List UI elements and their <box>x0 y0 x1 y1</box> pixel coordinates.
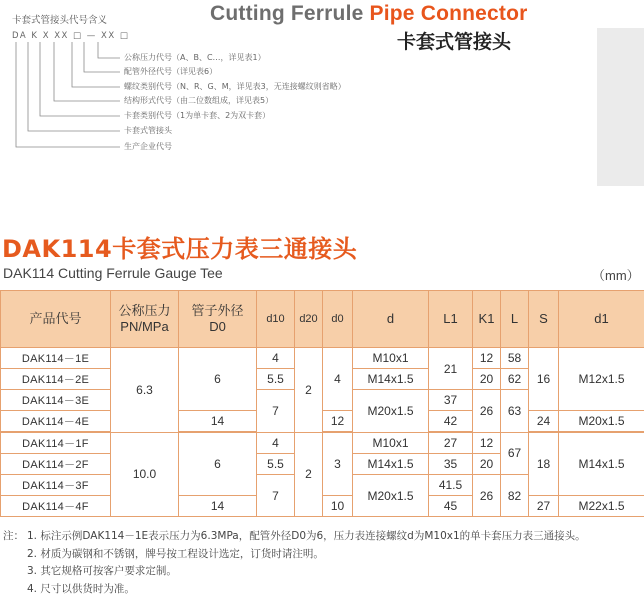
cell-pipe-od: 6 <box>179 432 257 496</box>
header-S: S <box>529 291 559 348</box>
table-row <box>1 432 644 454</box>
cell-pipe-od: 14 <box>179 496 257 517</box>
cell-S: 27 <box>529 496 559 517</box>
cell-L: 82 <box>501 475 529 517</box>
cell-d: M14x1.5 <box>353 369 429 390</box>
cell-code: DAK114－3F <box>1 475 111 496</box>
cell-pressure: 6.3 <box>111 348 179 433</box>
cell-S: 18 <box>529 432 559 496</box>
legend-line-4 <box>54 42 120 101</box>
legend-item: 卡套式管接头 <box>124 126 172 135</box>
cell-K1: 12 <box>473 348 501 369</box>
header-pressure: 公称压力 PN/MPa <box>111 291 179 348</box>
cell-d10: 7 <box>257 475 295 517</box>
header-K1: K1 <box>473 291 501 348</box>
product-title-cn: DAK114卡套式压力表三通接头 <box>2 235 358 263</box>
header-code: 产品代号 <box>1 291 111 348</box>
note-item: 3. 其它规格可按客户要求定制。 <box>27 565 177 577</box>
cell-d10: 7 <box>257 390 295 433</box>
note-item: 注： 1. 标注示例DAK114－1E表示压力为6.3MPa，配管外径D0为6，压力表连接螺纹d为M10x1的单卡套压力表三通接头。 <box>3 528 586 546</box>
legend-line-2 <box>84 42 120 72</box>
cell-L: 58 <box>501 348 529 369</box>
note-item: 2. 材质为碳钢和不锈钢，牌号按工程设计选定，订货时请注明。 <box>27 547 324 560</box>
header-d20: d20 <box>295 291 323 348</box>
cell-code: DAK114－1F <box>1 432 111 454</box>
table-row <box>1 496 644 517</box>
cell-L1: 21 <box>429 348 473 390</box>
legend-item: 公称压力代号（A、B、C…，详见表1） <box>124 53 266 62</box>
cell-pipe-od: 6 <box>179 348 257 411</box>
table-header-row <box>1 291 644 348</box>
cell-L: 63 <box>501 390 529 433</box>
cell-d: M20x1.5 <box>353 390 429 433</box>
header-title-en-accent: Pipe Connector <box>369 2 528 25</box>
cell-pipe-od: 14 <box>179 411 257 433</box>
cell-L1: 42 <box>429 411 473 433</box>
cell-d10: 5.5 <box>257 369 295 390</box>
cell-d1: M14x1.5 <box>559 432 644 496</box>
cell-d0: 3 <box>323 432 353 496</box>
cell-L1: 37 <box>429 390 473 411</box>
legend-item: 生产企业代号 <box>124 142 172 151</box>
legend-item: 配管外径代号（详见表6） <box>124 67 218 76</box>
cell-d10: 5.5 <box>257 454 295 475</box>
notes-lead: 注： <box>3 530 24 542</box>
cell-d: M10x1 <box>353 432 429 454</box>
header-d: d <box>353 291 429 348</box>
spec-table <box>0 290 644 517</box>
cell-code: DAK114－2F <box>1 454 111 475</box>
cell-d0: 10 <box>323 496 353 517</box>
cell-d: M10x1 <box>353 348 429 369</box>
legend-item: 螺纹类别代号（N、R、G、M，详见表3，无连接螺纹则省略） <box>124 82 346 91</box>
cell-d10: 4 <box>257 348 295 369</box>
cell-d1: M20x1.5 <box>559 411 644 433</box>
unit-label: （mm） <box>592 268 640 283</box>
table-row <box>1 411 644 433</box>
cell-d10: 4 <box>257 432 295 454</box>
note-item: 4. 尺寸以供货时为准。 <box>27 582 135 595</box>
header-L1: L1 <box>429 291 473 348</box>
cell-L1: 41.5 <box>429 475 473 496</box>
cell-code: DAK114－1E <box>1 348 111 369</box>
cell-L1: 35 <box>429 454 473 475</box>
cell-K1: 12 <box>473 432 501 454</box>
cell-d: M20x1.5 <box>353 475 429 517</box>
notes <box>3 528 586 598</box>
cell-d0: 4 <box>323 348 353 411</box>
cell-K1: 26 <box>473 390 501 433</box>
cell-K1: 20 <box>473 454 501 475</box>
cell-code: DAK114－3E <box>1 390 111 411</box>
cell-code: DAK114－4F <box>1 496 111 517</box>
legend-item: 卡套类别代号（1为单卡套、2为双卡套） <box>124 111 271 120</box>
cell-L1: 45 <box>429 496 473 517</box>
cell-L1: 27 <box>429 432 473 454</box>
cell-code: DAK114－4E <box>1 411 111 433</box>
code-legend-diagram <box>0 0 644 200</box>
header-pipe-od: 管子外径 D0 <box>179 291 257 348</box>
cell-d20: 2 <box>295 432 323 517</box>
code-legend-pattern: DA K X XX □ — XX □ <box>12 31 130 41</box>
header-d10: d10 <box>257 291 295 348</box>
cell-d1: M12x1.5 <box>559 348 644 411</box>
cell-L: 67 <box>501 432 529 475</box>
table-row <box>1 348 644 369</box>
cell-d20: 2 <box>295 348 323 433</box>
cell-S: 16 <box>529 348 559 411</box>
header-d1: d1 <box>559 291 644 348</box>
cell-d: M14x1.5 <box>353 454 429 475</box>
cell-pressure: 10.0 <box>111 432 179 517</box>
cell-d0: 12 <box>323 411 353 433</box>
header-title-cn: 卡套式管接头 <box>397 31 512 53</box>
cell-d1: M22x1.5 <box>559 496 644 517</box>
cell-K1: 26 <box>473 475 501 517</box>
legend-line-6 <box>28 42 120 131</box>
legend-line-5 <box>40 42 120 116</box>
legend-item: 结构形式代号（由二位数组成，详见表5） <box>124 96 274 105</box>
header-d0: d0 <box>323 291 353 348</box>
product-title-en: DAK114 Cutting Ferrule Gauge Tee <box>3 265 223 281</box>
cell-code: DAK114－2E <box>1 369 111 390</box>
legend-line-1 <box>98 42 120 58</box>
code-legend-title: 卡套式管接头代号含义 <box>12 15 108 26</box>
header-L: L <box>501 291 529 348</box>
legend-line-3 <box>72 42 120 87</box>
cell-S: 24 <box>529 411 559 433</box>
header-title-en-part1: Cutting Ferrule <box>210 2 370 25</box>
cell-L: 62 <box>501 369 529 390</box>
cell-K1: 20 <box>473 369 501 390</box>
